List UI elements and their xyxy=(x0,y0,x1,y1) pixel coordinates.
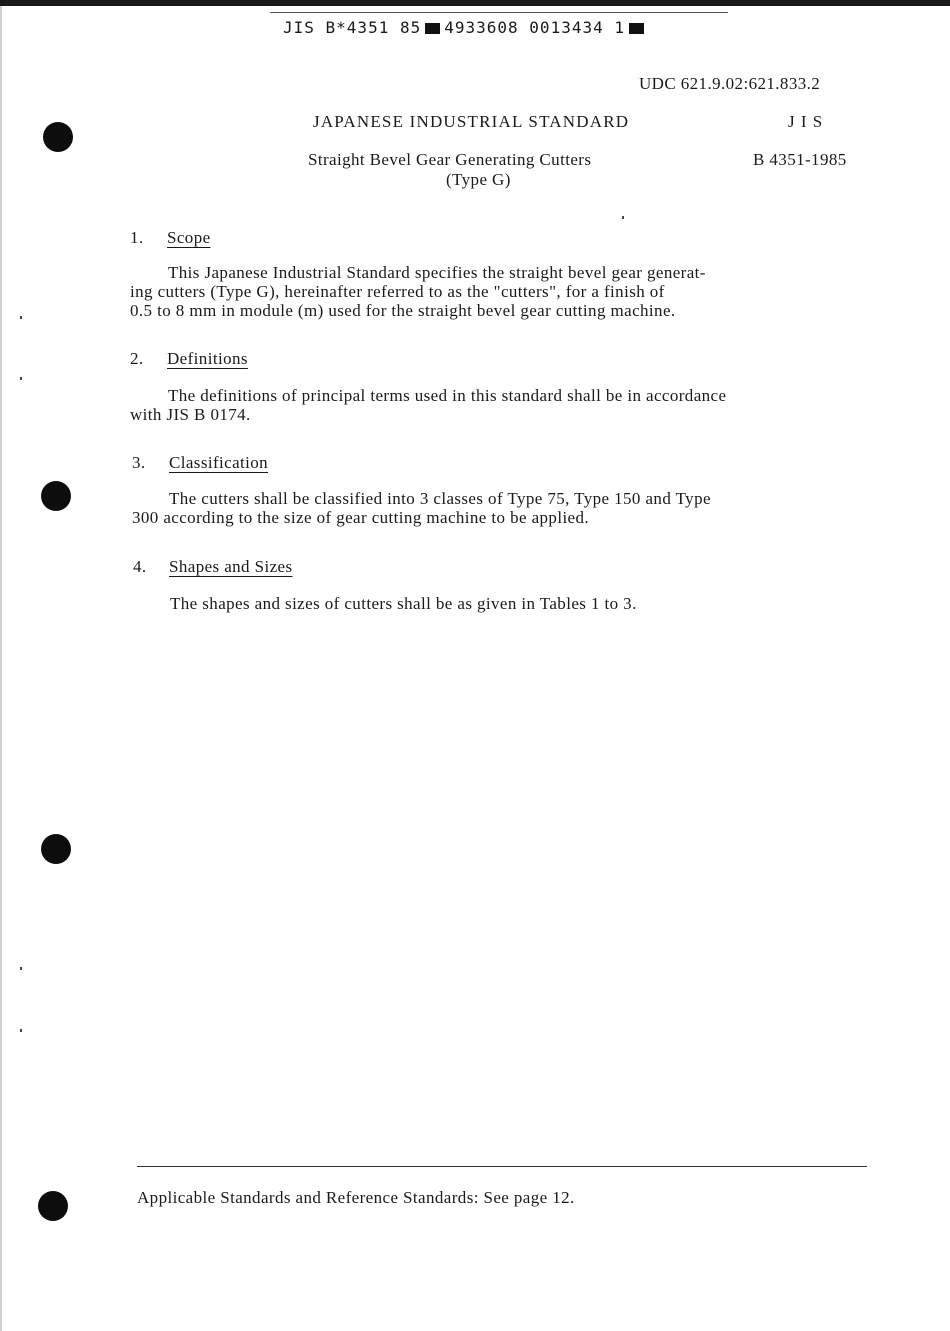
section-3-line-1: The cutters shall be classified into 3 classes of Type 75, Type 150 and Type xyxy=(169,489,711,508)
subject-title-line2: (Type G) xyxy=(446,170,511,189)
standard-number: B 4351-1985 xyxy=(753,150,847,169)
code-left: JIS B*4351 85 xyxy=(283,18,422,37)
section-2-line-2: with JIS B 0174. xyxy=(130,405,251,424)
punch-hole xyxy=(38,1191,68,1221)
section-1-line-2: ing cutters (Type G), hereinafter referred to as the "cutters", for a finish of xyxy=(130,282,665,301)
scan-left-edge xyxy=(0,0,2,1331)
section-1-heading: Scope xyxy=(167,228,211,247)
section-4-number: 4. xyxy=(133,557,147,576)
document-barcode-line xyxy=(283,18,648,37)
scan-speck xyxy=(20,1029,22,1032)
block-mark xyxy=(425,23,440,34)
footnote-rule xyxy=(137,1166,867,1167)
subject-title-line1: Straight Bevel Gear Generating Cutters xyxy=(308,150,592,169)
scan-speck xyxy=(622,216,624,219)
section-1-line-3: 0.5 to 8 mm in module (m) used for the straight bevel gear cutting machine. xyxy=(130,301,676,320)
scan-speck xyxy=(20,316,22,319)
standard-title: JAPANESE INDUSTRIAL STANDARD xyxy=(313,112,630,131)
section-2-line-1: The definitions of principal terms used in this standard shall be in accordance xyxy=(168,386,727,405)
jis-label: J I S xyxy=(788,112,824,131)
section-2-heading: Definitions xyxy=(167,349,248,368)
section-4-line-1: The shapes and sizes of cutters shall be as given in Tables 1 to 3. xyxy=(170,594,637,613)
section-3-heading: Classification xyxy=(169,453,269,472)
code-mid: 4933608 0013434 1 xyxy=(444,18,625,37)
punch-hole xyxy=(41,481,71,511)
top-thin-rule xyxy=(270,12,728,13)
top-border-rule xyxy=(0,0,950,6)
scan-speck xyxy=(20,377,22,380)
footnote-text: Applicable Standards and Reference Standards: See page 12. xyxy=(137,1188,575,1207)
section-2-number: 2. xyxy=(130,349,144,368)
punch-hole xyxy=(43,122,73,152)
punch-hole xyxy=(41,834,71,864)
section-1-number: 1. xyxy=(130,228,144,247)
section-4-heading: Shapes and Sizes xyxy=(169,557,293,576)
section-3-line-2: 300 according to the size of gear cutting machine to be applied. xyxy=(132,508,590,527)
section-1-line-1: This Japanese Industrial Standard specifies the straight bevel gear generat- xyxy=(168,263,706,282)
udc-number: UDC 621.9.02:621.833.2 xyxy=(639,74,821,93)
section-3-number: 3. xyxy=(132,453,146,472)
block-mark xyxy=(629,23,644,34)
scan-speck xyxy=(20,967,22,970)
